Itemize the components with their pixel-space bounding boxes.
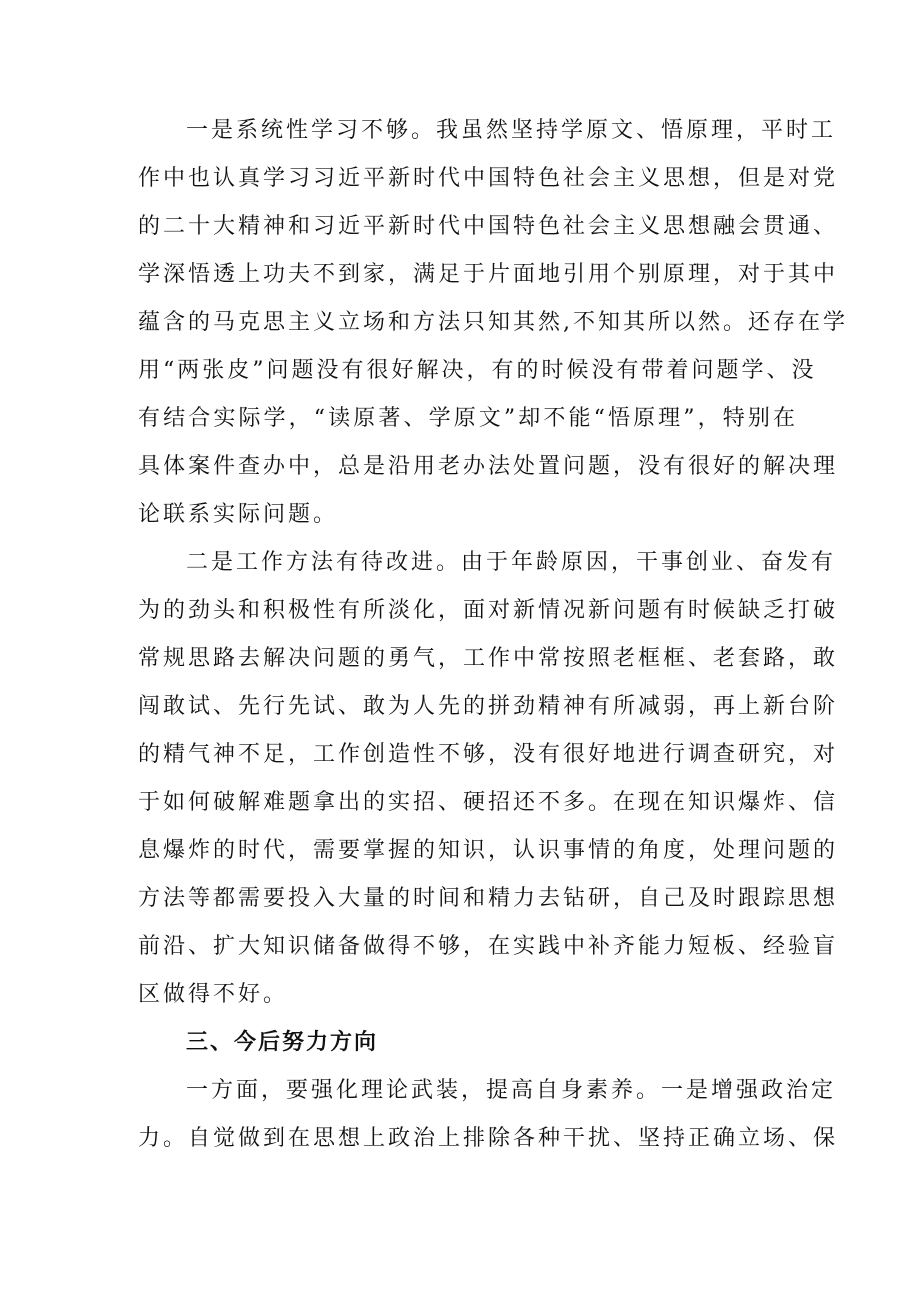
paragraph-line: 有结合实际学，“读原著、学原文”却不能“悟原理”，特别在: [138, 406, 798, 431]
document-body: [138, 107, 848, 1163]
paragraph-line: 息爆炸的时代，需要掌握的知识，认识事情的角度，处理问题的: [138, 838, 839, 863]
paragraph-line: 二是工作方法有待改进。由于年龄原因，干事创业、奋发有: [186, 550, 837, 575]
paragraph-work-method: [138, 539, 839, 1019]
paragraph-line: 于如何破解难题拿出的实招、硬招还不多。在现在知识爆炸、信: [138, 790, 839, 815]
paragraph-line: 的二十大精神和习近平新时代中国特色社会主义思想融会贯通、: [138, 214, 839, 239]
paragraph-line: 常规思路去解决问题的勇气，工作中常按照老框框、老套路，敢: [138, 646, 839, 671]
paragraph-line: 方法等都需要投入大量的时间和精力去钻研，自己及时跟踪思想: [138, 886, 839, 911]
paragraph-line: 一方面，要强化理论武装，提高自身素养。一是增强政治定: [186, 1078, 837, 1103]
paragraph-line: 力。自觉做到在思想上政治上排除各种干扰、坚持正确立场、保: [138, 1126, 839, 1151]
paragraph-line: 论联系实际问题。: [138, 502, 339, 527]
paragraph-line: 一是系统性学习不够。我虽然坚持学原文、悟原理，平时工: [186, 118, 837, 143]
paragraph-line: 用“两张皮”问题没有很好解决，有的时候没有带着问题学、没: [138, 358, 817, 383]
paragraph-line: 为的劲头和积极性有所淡化，面对新情况新问题有时候缺乏打破: [138, 598, 839, 623]
paragraph-line: 具体案件查办中，总是沿用老办法处置问题，没有很好的解决理: [138, 454, 839, 479]
paragraph-line: 前沿、扩大知识储备做得不够，在实践中补齐能力短板、经验盲: [138, 934, 839, 959]
paragraph-line: 蕴含的马克思主义立场和方法只知其然,不知其所以然。还存在学: [138, 310, 848, 335]
paragraph-direction: [138, 1067, 839, 1163]
section-heading: 三、今后努力方向: [186, 1030, 379, 1055]
paragraph-study: [138, 107, 848, 539]
paragraph-line: 区做得不好。: [138, 982, 289, 1007]
paragraph-line: 学深悟透上功夫不到家，满足于片面地引用个别原理，对于其中: [138, 262, 839, 287]
paragraph-line: 闯敢试、先行先试、敢为人先的拼劲精神有所减弱，再上新台阶: [138, 694, 839, 719]
paragraph-line: 的精气神不足，工作创造性不够，没有很好地进行调查研究，对: [138, 742, 839, 767]
paragraph-line: 作中也认真学习习近平新时代中国特色社会主义思想，但是对党: [138, 166, 839, 191]
